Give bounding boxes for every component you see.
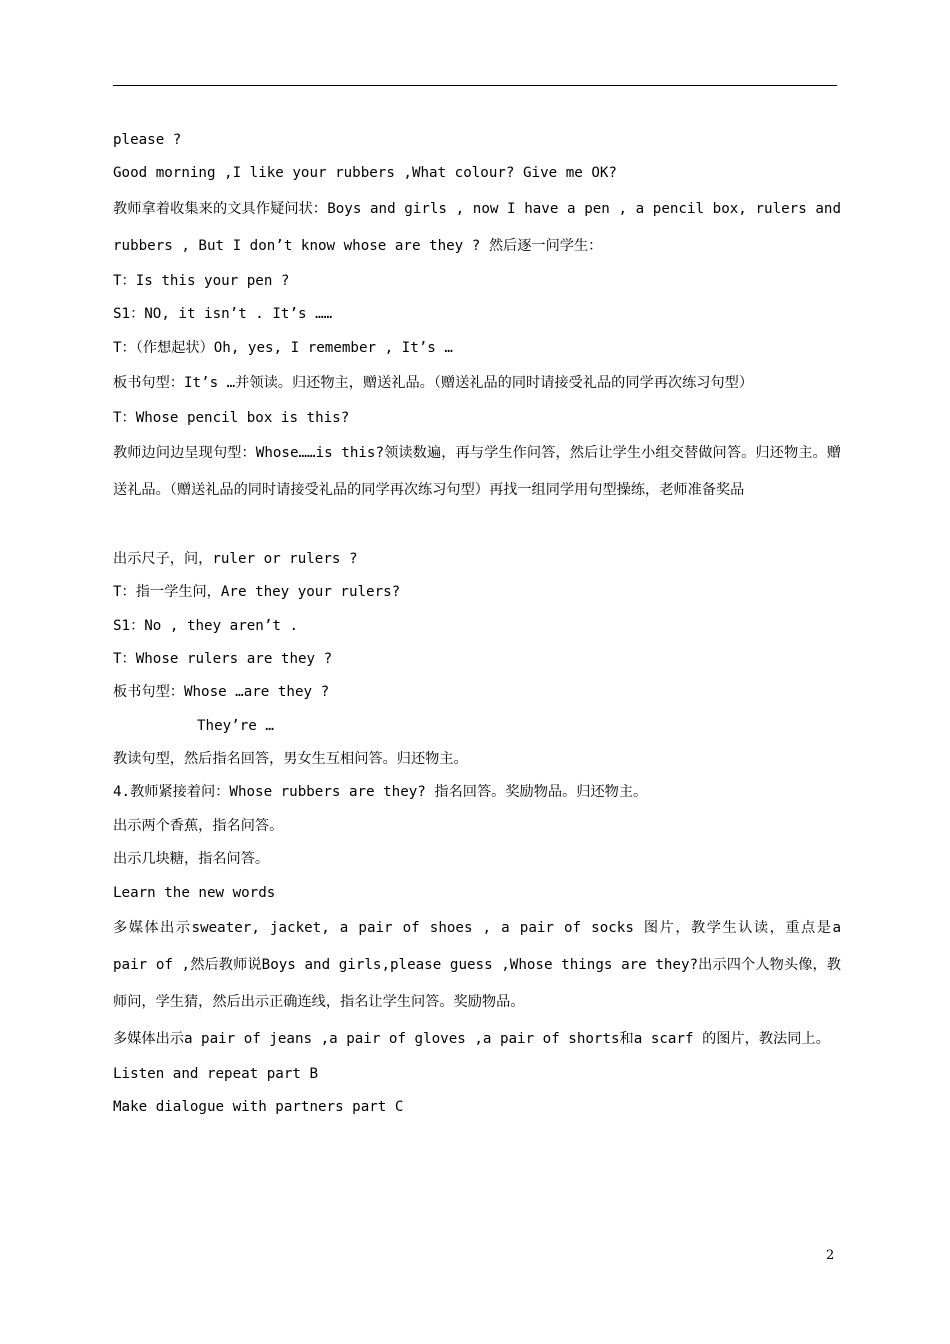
text-line: T：（作想起状）Oh, yes, I remember , It’s … (113, 339, 453, 356)
text-line: S1：No , they aren’t . (113, 617, 299, 634)
blank-line (113, 509, 841, 542)
body-text (113, 124, 841, 1125)
text-line: 教读句型，然后指名回答，男女生互相问答。归还物主。 (113, 751, 468, 768)
text-line: Good morning ,I like your rubbers ,What colour? Give me OK? (113, 165, 617, 182)
text-line: 出示几块糖，指名问答。 (113, 851, 270, 868)
text-line: T：指一学生问，Are they your rulers? (113, 584, 401, 601)
text-line: T：Whose pencil box is this? (113, 409, 350, 426)
text-line: T：Is this your pen ? (113, 272, 290, 289)
text-paragraph: 教师边问边呈现句型：Whose……is this?领读数遍，再与学生作问答，然后让学生小组交替做问答。归还物主。赠送礼品。（赠送礼品的同时请接受礼品的同学再次练习句型）再找一组同学用句型操练，老师准备奖品 (113, 445, 841, 499)
text-line: please ? (113, 132, 182, 148)
text-paragraph: 教师拿着收集来的文具作疑问状：Boys and girls , now I have a pen , a pencil box, rulers and rubbers , But I don’t know whose are they ? 然后逐一问学生： (113, 200, 841, 254)
text-line: S1：NO, it isn’t . It’s …… (113, 306, 333, 323)
text-paragraph: 板书句型：It’s …并领读。归还物主，赠送礼品。（赠送礼品的同时请接受礼品的同学再次练习句型） (113, 374, 754, 391)
text-line: 4.教师紧接着问：Whose rubbers are they? 指名回答。奖励物品。归还物主。 (113, 784, 648, 801)
text-paragraph: 多媒体出示sweater, jacket, a pair of shoes , a pair of socks 图片，教学生认读，重点是a pair of ,然后教师说Boys and girls,please guess ,Whose things are they?出示四个人物头像，教师问，学生猜，然后出示正确连线，指名让学生问答。奖励物品。 (113, 920, 841, 1011)
text-line: Make dialogue with partners part C (113, 1099, 404, 1116)
text-line-indented: They’re … (197, 717, 274, 734)
text-line: 板书句型：Whose …are they ? (113, 684, 330, 701)
text-line: 出示尺子，问，ruler or rulers ? (113, 550, 358, 567)
text-paragraph: 多媒体出示a pair of jeans ,a pair of gloves ,a pair of shorts和a scarf 的图片，教法同上。 (113, 1031, 830, 1048)
header-rule (113, 85, 837, 86)
page-number: 2 (826, 1248, 835, 1263)
text-line: 出示两个香蕉，指名问答。 (113, 817, 284, 834)
text-line: T：Whose rulers are they ? (113, 650, 333, 667)
text-line: Listen and repeat part B (113, 1066, 318, 1083)
text-line: Learn the new words (113, 884, 276, 901)
